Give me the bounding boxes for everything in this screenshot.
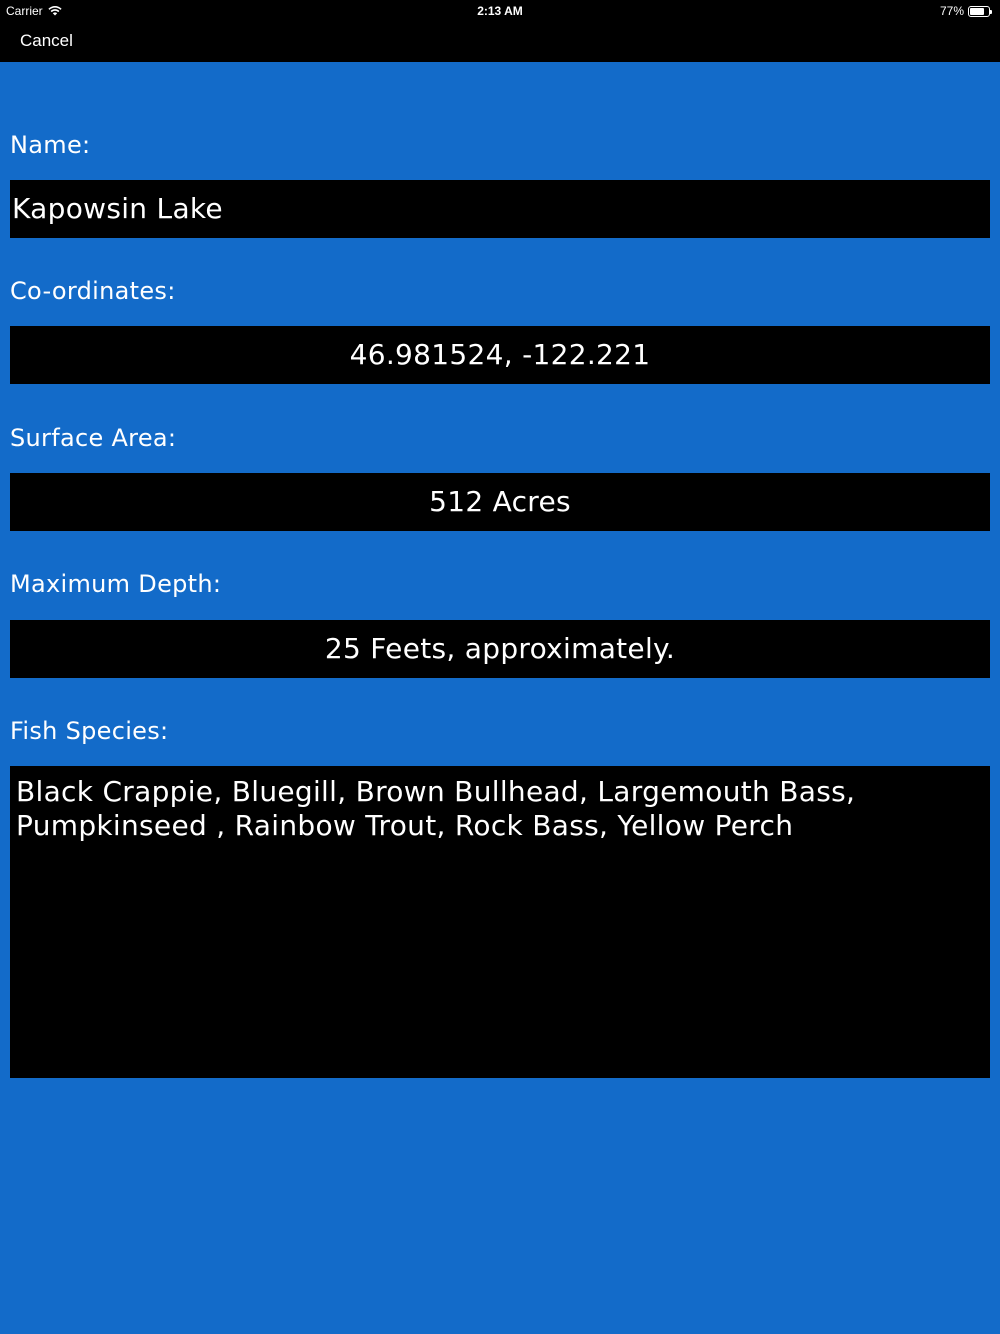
battery-icon — [968, 6, 990, 17]
name-label: Name: — [10, 131, 91, 159]
coordinates-label: Co-ordinates: — [10, 277, 176, 305]
coordinates-field[interactable]: 46.981524, -122.221 — [10, 326, 990, 384]
battery-indicator — [940, 4, 990, 18]
name-field[interactable]: Kapowsin Lake — [10, 180, 990, 238]
clock: 2:13 AM — [477, 4, 523, 18]
max-depth-label: Maximum Depth: — [10, 570, 222, 598]
surface-area-field[interactable]: 512 Acres — [10, 473, 990, 531]
carrier-label: Carrier — [6, 4, 43, 18]
cancel-button[interactable]: Cancel — [20, 31, 73, 50]
fish-species-label: Fish Species: — [10, 717, 169, 745]
top-bar — [0, 0, 1000, 62]
max-depth-field[interactable]: 25 Feets, approximately. — [10, 620, 990, 678]
battery-fill — [970, 8, 984, 15]
status-bar — [0, 0, 1000, 22]
fish-species-textarea[interactable]: Black Crappie, Bluegill, Brown Bullhead, Largemouth Bass, Pumpkinseed , Rainbow Trout, Rock Bass, Yellow Perch — [10, 766, 990, 1078]
surface-area-label: Surface Area: — [10, 424, 177, 452]
battery-percent: 77% — [939, 4, 964, 18]
